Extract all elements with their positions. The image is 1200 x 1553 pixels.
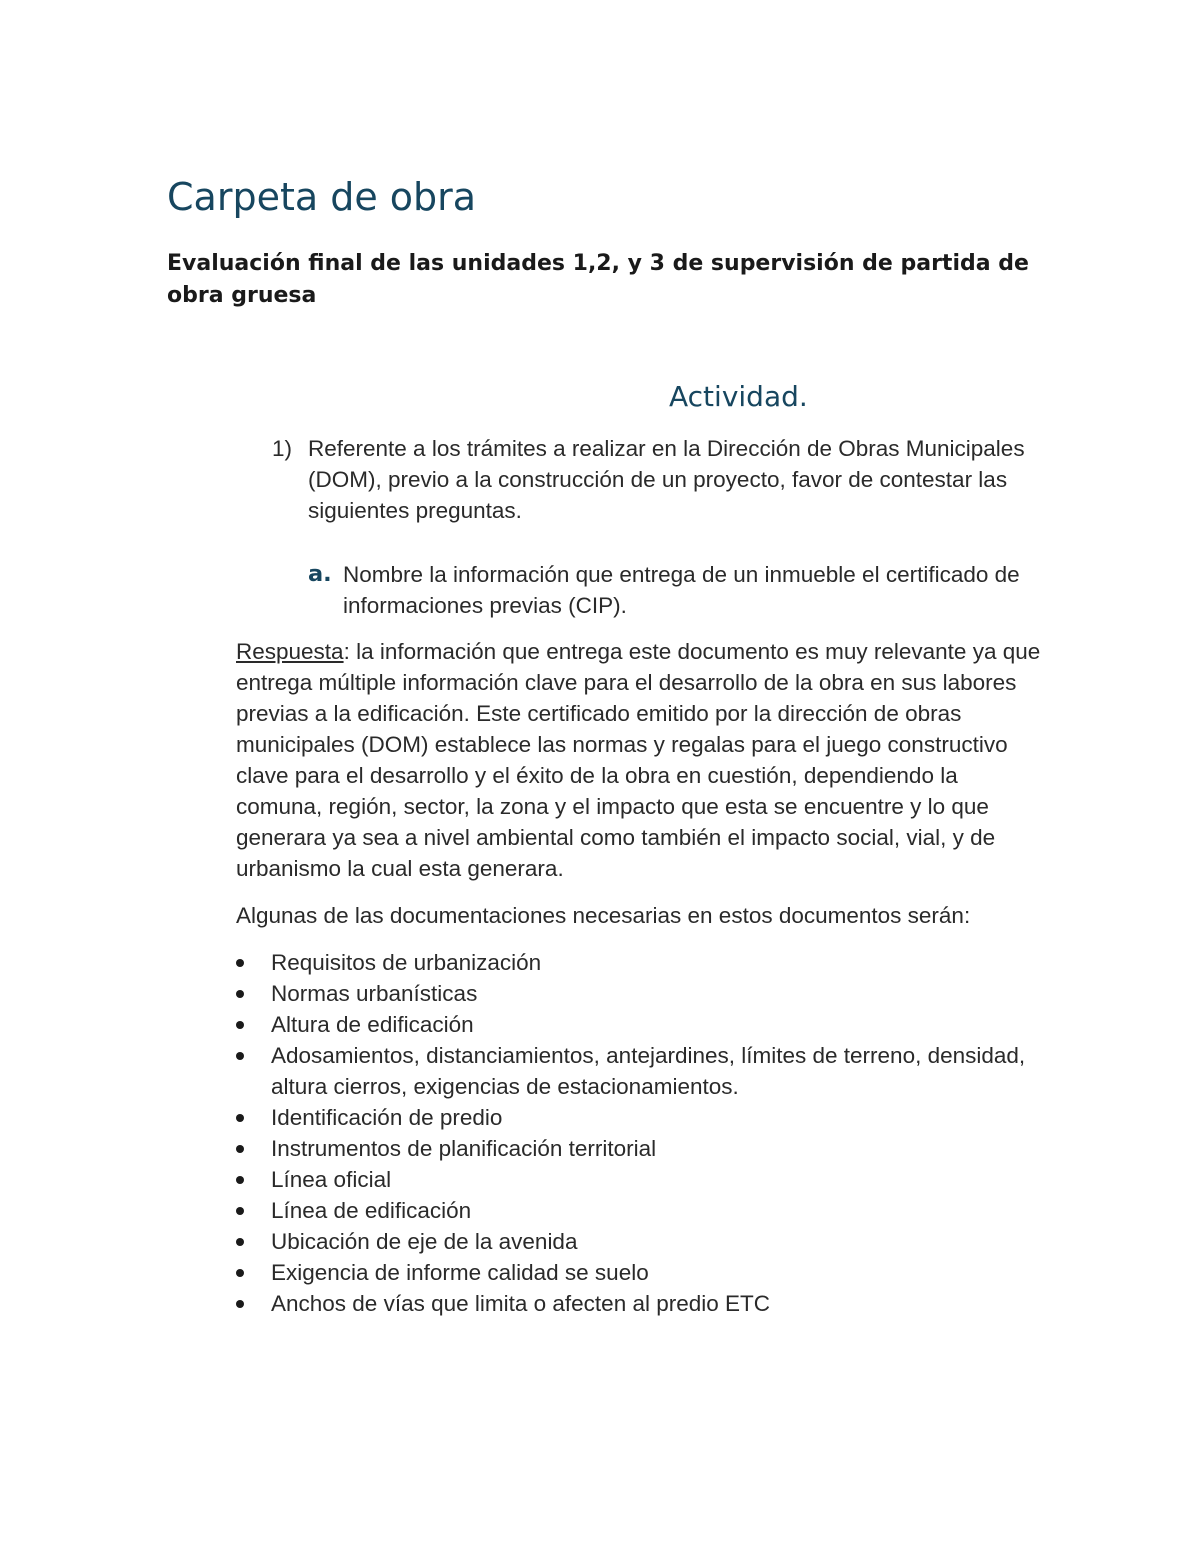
list-item xyxy=(236,1226,1046,1257)
list-item xyxy=(236,1040,1046,1102)
list-item-text: Altura de edificación xyxy=(271,1012,474,1037)
list-item-text: Adosamientos, distanciamientos, antejardines, límites de terreno, densidad, altura cierros, exigencias de estacionamientos. xyxy=(271,1043,1026,1099)
question-a-text: Nombre la información que entrega de un inmueble el certificado de informaciones previas (CIP). xyxy=(343,562,1020,618)
list-item-text: Exigencia de informe calidad se suelo xyxy=(271,1260,649,1285)
bullet-icon xyxy=(236,1114,244,1122)
document-subtitle: Evaluación final de las unidades 1,2, y 3 de supervisión de partida de obra gruesa xyxy=(167,251,1029,308)
document-title: Carpeta de obra xyxy=(167,175,477,219)
requirements-list xyxy=(236,947,1046,1319)
list-item-text: Línea de edificación xyxy=(271,1198,472,1223)
list-item xyxy=(236,1257,1046,1288)
bullet-icon xyxy=(236,959,244,967)
list-item xyxy=(236,1102,1046,1133)
bullet-icon xyxy=(236,1052,244,1060)
bullet-icon xyxy=(236,1145,244,1153)
bullet-icon xyxy=(236,1238,244,1246)
list-intro: Algunas de las documentaciones necesarias en estos documentos serán: xyxy=(236,903,971,928)
bullet-icon xyxy=(236,1021,244,1029)
question-a-letter: a. xyxy=(308,561,332,587)
list-item-text: Ubicación de eje de la avenida xyxy=(271,1229,578,1254)
bullet-icon xyxy=(236,990,244,998)
question-1-text: Referente a los trámites a realizar en la Dirección de Obras Municipales (DOM), previo a la construcción de un proyecto, favor de contestar las siguientes preguntas. xyxy=(308,436,1025,523)
list-item xyxy=(236,1164,1046,1195)
list-item xyxy=(236,1009,1046,1040)
answer-paragraph xyxy=(236,636,1046,884)
answer-label: Respuesta xyxy=(236,639,344,664)
list-item xyxy=(236,1195,1046,1226)
question-1-number: 1) xyxy=(272,436,293,461)
list-item xyxy=(236,1288,1046,1319)
list-item xyxy=(236,1133,1046,1164)
list-item-text: Requisitos de urbanización xyxy=(271,950,542,975)
bullet-icon xyxy=(236,1269,244,1277)
bullet-icon xyxy=(236,1176,244,1184)
list-item xyxy=(236,978,1046,1009)
list-item-text: Anchos de vías que limita o afecten al predio ETC xyxy=(271,1291,771,1316)
list-item-text: Línea oficial xyxy=(271,1167,392,1192)
list-item-text: Instrumentos de planificación territorial xyxy=(271,1136,657,1161)
bullet-icon xyxy=(236,1300,244,1308)
bullet-icon xyxy=(236,1207,244,1215)
list-item-text: Normas urbanísticas xyxy=(271,981,478,1006)
section-heading-actividad: Actividad. xyxy=(669,380,808,413)
list-item-text: Identificación de predio xyxy=(271,1105,503,1130)
list-item xyxy=(236,947,1046,978)
answer-text: : la información que entrega este documento es muy relevante ya que entrega múltiple información clave para el desarrollo de la obra en sus labores previas a la edificación. Este certificado emitido por la dirección de obras municipales (DOM) establece las normas y regalas para el juego constructivo clave para el desarrollo y el éxito de la obra en cuestión, dependiendo la comuna, región, sector, la zona y el impacto que esta se encuentre y lo que generara ya sea a nivel ambiental como también el impacto social, vial, y de urbanismo la cual esta generara. xyxy=(236,639,1041,881)
